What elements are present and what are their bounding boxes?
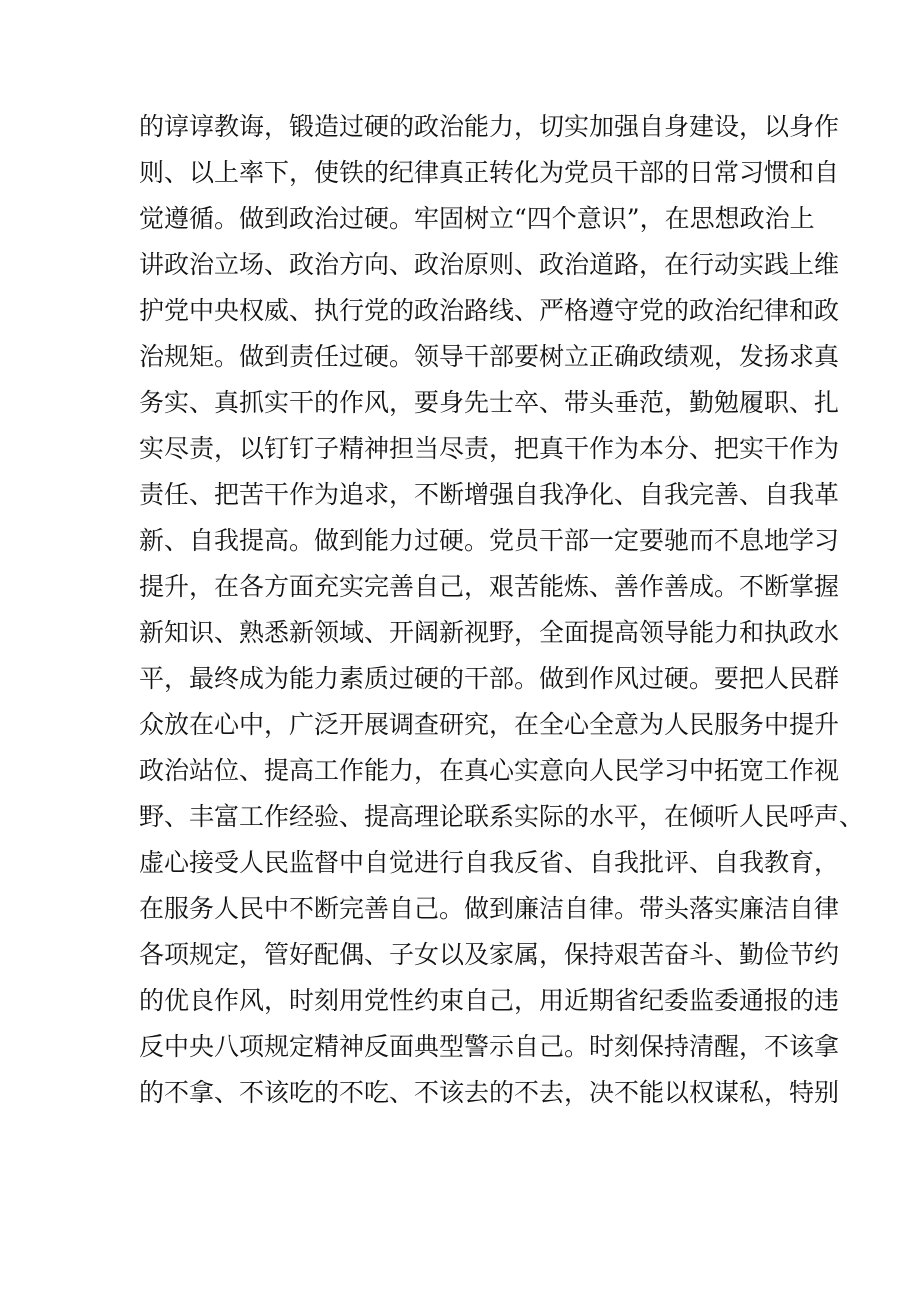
text-line: 提升，在各方面充实完善自己，艰苦能炼、善作善成。不断掌握 <box>139 572 840 601</box>
text-line: 护党中央权威、执行党的政治路线、严格遵守党的政治纪律和政 <box>139 296 840 325</box>
text-line: 政治站位、提高工作能力，在真心实意向人民学习中拓宽工作视 <box>139 756 840 785</box>
text-line: 讲政治立场、政治方向、政治原则、政治道路，在行动实践上维 <box>139 250 840 279</box>
text-line: 新知识、熟悉新领域、开阔新视野，全面提高领导能力和执政水 <box>139 618 840 647</box>
text-line: 则、以上率下，使铁的纪律真正转化为党员干部的日常习惯和自 <box>139 158 840 187</box>
text-line: 平，最终成为能力素质过硬的干部。做到作风过硬。要把人民群 <box>139 664 840 693</box>
text-line: 新、自我提高。做到能力过硬。党员干部一定要驰而不息地学习 <box>139 526 840 555</box>
text-line: 在服务人民中不断完善自己。做到廉洁自律。带头落实廉洁自律 <box>139 894 840 923</box>
text-line: 的优良作风，时刻用党性约束自己，用近期省纪委监委通报的违 <box>139 986 840 1015</box>
text-line: 虚心接受人民监督中自觉进行自我反省、自我批评、自我教育， <box>139 848 840 877</box>
text-line: 野、丰富工作经验、提高理论联系实际的水平，在倾听人民呼声、 <box>139 802 865 831</box>
text-line: 的谆谆教诲，锻造过硬的政治能力，切实加强自身建设，以身作 <box>139 112 840 141</box>
text-line: 实尽责，以钉钉子精神担当尽责，把真干作为本分、把实干作为 <box>139 434 840 463</box>
text-line: 众放在心中，广泛开展调查研究，在全心全意为人民服务中提升 <box>139 710 840 739</box>
text-line: 务实、真抓实干的作风，要身先士卒、带头垂范，勤勉履职、扎 <box>139 388 840 417</box>
text-line: 责任、把苦干作为追求，不断增强自我净化、自我完善、自我革 <box>139 480 840 509</box>
text-line: 各项规定，管好配偶、子女以及家属，保持艰苦奋斗、勤俭节约 <box>139 940 840 969</box>
text-line: 的不拿、不该吃的不吃、不该去的不去，决不能以权谋私，特别 <box>139 1078 840 1107</box>
text-line: 觉遵循。做到政治过硬。牢固树立“四个意识”，在思想政治上 <box>139 204 815 233</box>
text-line: 治规矩。做到责任过硬。领导干部要树立正确政绩观，发扬求真 <box>139 342 840 371</box>
text-line: 反中央八项规定精神反面典型警示自己。时刻保持清醒，不该拿 <box>139 1032 840 1061</box>
body-paragraph <box>139 104 865 1116</box>
